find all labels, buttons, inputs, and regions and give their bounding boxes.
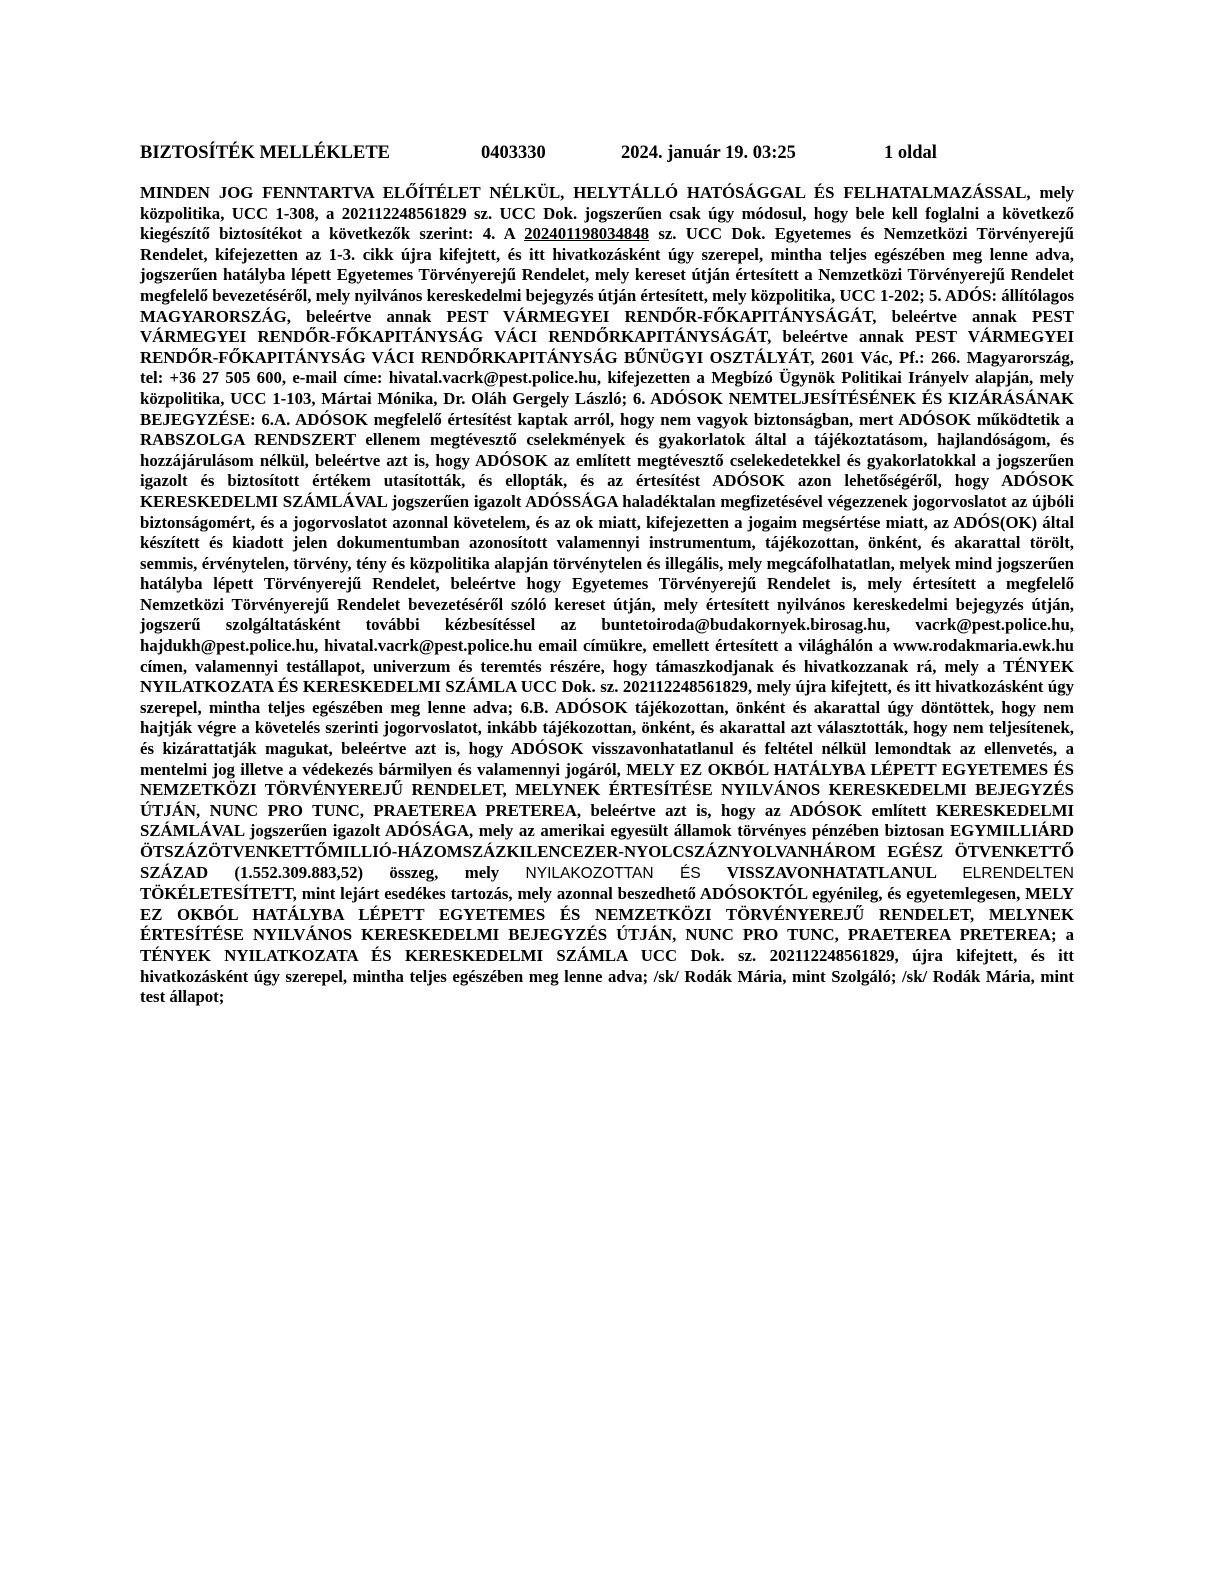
body-sans-segment-2: ELRENDELTEN [962,864,1074,882]
body-segment-1: MINDEN JOG FENNTARTVA ELŐÍTÉLET NÉLKÜL, HELYTÁLLÓ HATÓSÁGGAL ÉS FELHATALMAZÁSSAL, mely közpolitika, UCC 1-308, a 202112248561829 sz. UCC Dok. jogszerűen csak úgy módosul, hogy bele kell foglalni a következő kiegészítő biztosítékot a következők szerint: 4. A [140,183,1074,244]
document-page [140,138,1074,1008]
header-document-number: 0403330 [481,143,546,163]
header-page-number: 1 oldal [884,143,937,163]
document-body [140,183,1074,1008]
document-header [140,138,1074,168]
body-sans-segment-1: NYILAKOZOTTAN ÉS [525,864,701,882]
header-date: 2024. január 19. 03:25 [621,143,796,163]
body-segment-4: TÖKÉLETESÍTETT, mint lejárt esedékes tartozás, mely azonnal beszedhető ADÓSOKTÓL egyénileg, és egyetemlegesen, MELY EZ OKBÓL HATÁLYBA LÉPETT EGYETEMES ÉS NEMZETKÖZI TÖRVÉNYEREJŰ RENDELET, MELYNEK ÉRTESÍTÉSE NYILVÁNOS KERESKEDELMI BEJEGYZÉS ÚTJÁN, NUNC PRO TUNC, PRAETEREA PRETEREA; a TÉNYEK NYILATKOZATA ÉS KERESKEDELMI SZÁMLA UCC Dok. sz. 202112248561829, újra kifejtett, és itt hivatkozásként úgy szerepel, mintha teljes egészében meg lenne adva; /sk/ Rodák Mária, mint Szolgáló; /sk/ Rodák Mária, mint test állapot; [140,884,1074,1007]
header-title: BIZTOSÍTÉK MELLÉKLETE [140,143,391,163]
body-segment-3: VISSZAVONHATATLANUL [700,862,963,882]
ucc-reference-underlined: 20240119803484​8 [524,224,650,244]
body-segment-2: sz. UCC Dok. Egyetemes és Nemzetközi Törvényerejű Rendelet, kifejezetten az 1-3. cikk újra kifejtett, és itt hivatkozásként úgy szerepel, mintha teljes egészében meg lenne adva, jogszerűen hatályba lépett Egyetemes Törvényerejű Rendelet, mely kereset útján értesített a Nemzetközi Törvényerejű Rendelet megfelelő bevezetéséről, mely nyilvános kereskedelmi bejegyzés útján értesített, mely közpolitika, UCC 1-202; 5. ADÓS: állítólagos MAGYARORSZÁG, beleértve annak PEST VÁRMEGYEI RENDŐR-FŐKAPITÁNYSÁGÁT, beleértve annak PEST VÁRMEGYEI RENDŐR-FŐKAPITÁNYSÁG VÁCI RENDŐRKAPITÁNYSÁGÁT, beleértve annak PEST VÁRMEGYEI RENDŐR-FŐKAPITÁNYSÁG VÁCI RENDŐRKAPITÁNYSÁG BŰNÜGYI OSZTÁLYÁT, 2601 Vác, Pf.: 266. Magyarország, tel: +36 27 505 600, e-mail címe: hivatal.vacrk@pest.police.hu, kifejezetten a Megbízó Ügynök Politikai Irányelv alapján, mely közpolitika, UCC 1-103, Mártai Mónika, Dr. Oláh Gergely László; 6. ADÓSOK NEMTELJESÍTÉSÉNEK ÉS KIZÁRÁSÁNAK BEJEGYZÉSE: 6.A. ADÓSOK megfelelő értesítést kaptak arról, hogy nem vagyok biztonságban, mert ADÓSOK működtetik a RABSZOLGA RENDSZERT ellenem megtévesztő cselekmények és gyakorlatok által a tájékoztatásom, hajlandóságom, és hozzájárulásom nélkül, beleértve azt is, hogy ADÓSOK az említett megtévesztő cselekedetekkel és gyakorlatokkal a jogszerűen igazolt és biztosított értékem utasították, és ellopták, és az értesítést ADÓSOK azon lehetőségéről, hogy ADÓSOK KERESKEDELMI SZÁMLÁVAL jogszerűen igazolt ADÓSSÁGA haladéktalan megfizetésével végezzenek jogorvoslatot az újbóli biztonságomért, és a jogorvoslatot azonnal követelem, és az ok miatt, kifejezetten a jogaim megsértése miatt, az ADÓS(OK) által készített és kiadott jelen dokumentumban azonosított valamennyi instrumentum, tájékozottan, önként, és akarattal törölt, semmis, érvénytelen, törvény, tény és közpolitika alapján törvénytelen és illegális, mely megcáfolhatatlan, melyek mind jogszerűen hatályba lépett Törvényerejű Rendelet, beleértve hogy Egyetemes Törvényerejű Rendelet is, mely értesített a megfelelő Nemzetközi Törvényerejű Rendelet bevezetéséről szóló kereset útján, mely értesített nyilvános kereskedelmi bejegyzés útján, jogszerű szolgáltatásként további kézbesítéssel az buntetoiroda@budakornyek.birosag.hu, vacrk@pest.police.hu, hajdukh@pest.police.hu, hivatal.vacrk@pest.police.hu email címükre, emellett értesített a világhálón a www.rodakmaria.ewk.hu címen, valamennyi testállapot, univerzum és teremtés részére, hogy támaszkodjanak és hivatkozzanak rá, mely a TÉNYEK NYILATKOZATA ÉS KERESKEDELMI SZÁMLA UCC Dok. sz. 202112248561829, mely újra kifejtett, és itt hivatkozásként úgy szerepel, mintha teljes egészében meg lenne adva; 6.B. ADÓSOK tájékozottan, önként és akarattal úgy döntöttek, hogy nem hajtják végre a követelés szerinti jogorvoslatot, inkább tájékozottan, önként, és akarattal azt választották, hogy nem teljesítenek, és kizárattatják magukat, beleértve azt is, hogy ADÓSOK visszavonhatatlanul és feltétel nélkül lemondtak az ellenvetés, a mentelmi jog illetve a védekezés bármilyen és valamennyi jogáról, MELY EZ OKBÓL HATÁLYBA LÉPETT EGYETEMES ÉS NEMZETKÖZI TÖRVÉNYEREJŰ RENDELET, MELYNEK ÉRTESÍTÉSE NYILVÁNOS KERESKEDELMI BEJEGYZÉS ÚTJÁN, NUNC PRO TUNC, PRAETEREA PRETEREA, beleértve azt is, hogy az ADÓSOK említett KERESKEDELMI SZÁMLÁVAL jogszerűen igazolt ADÓSÁGA, mely az amerikai egyesült államok törvényes pénzében biztosan EGYMILLIÁRD ÖTSZÁZÖTVENKETTŐMILLIÓ-HÁZOMSZÁZKILENCEZER-NYOLCSZÁZNYOLVANHÁROM EGÉSZ ÖTVENKETTŐ SZÁZAD (1.552.309.883,52) összeg, mely [140,224,1074,882]
